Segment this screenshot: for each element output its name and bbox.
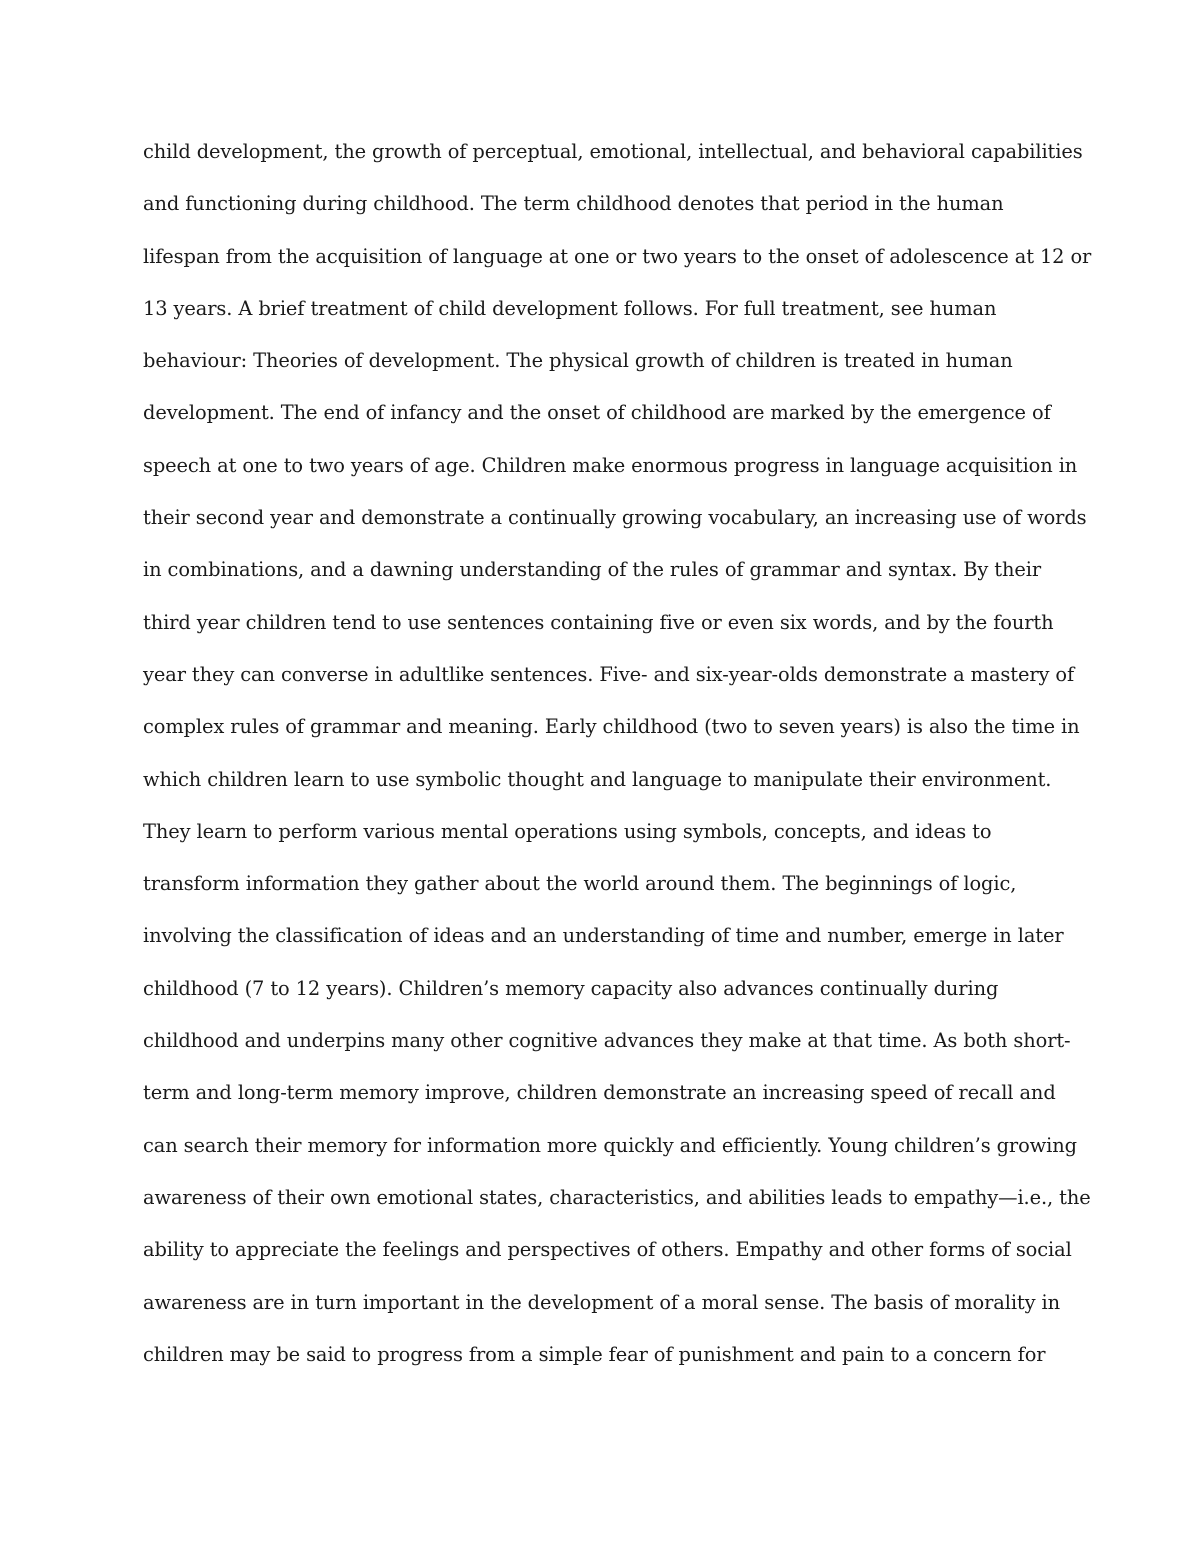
text-line: term and long-term memory improve, children demonstrate an increasing speed of recall and	[143, 1081, 1056, 1105]
text-line: can search their memory for information more quickly and efficiently. Young children’s growing	[143, 1133, 1077, 1157]
text-line: lifespan from the acquisition of language at one or two years to the onset of adolescence at 12 or	[143, 244, 1092, 268]
text-line: ability to appreciate the feelings and perspectives of others. Empathy and other forms of social	[143, 1238, 1072, 1262]
text-line: and functioning during childhood. The term childhood denotes that period in the human	[143, 192, 1004, 216]
text-line: year they can converse in adultlike sentences. Five- and six-year-olds demonstrate a mastery of	[143, 662, 1075, 686]
text-line: They learn to perform various mental operations using symbols, concepts, and ideas to	[143, 819, 992, 843]
text-line: children may be said to progress from a simple fear of punishment and pain to a concern for	[143, 1342, 1046, 1366]
text-line: childhood (7 to 12 years). Children’s memory capacity also advances continually during	[143, 976, 999, 1000]
text-line: behaviour: Theories of development. The physical growth of children is treated in human	[143, 349, 1013, 373]
text-line: third year children tend to use sentences containing five or even six words, and by the fourth	[143, 610, 1054, 634]
text-line: child development, the growth of perceptual, emotional, intellectual, and behavioral capabilities	[143, 140, 1083, 163]
text-line: awareness are in turn important in the development of a moral sense. The basis of morality in	[143, 1290, 1061, 1314]
text-line: complex rules of grammar and meaning. Early childhood (two to seven years) is also the time in	[143, 715, 1080, 739]
text-line: development. The end of infancy and the onset of childhood are marked by the emergence of	[143, 401, 1051, 425]
text-line: 13 years. A brief treatment of child development follows. For full treatment, see human	[143, 296, 997, 320]
text-line: childhood and underpins many other cognitive advances they make at that time. As both short-	[143, 1029, 1071, 1053]
text-line: in combinations, and a dawning understanding of the rules of grammar and syntax. By their	[143, 558, 1041, 582]
text-line: involving the classification of ideas and an understanding of time and number, emerge in later	[143, 924, 1064, 948]
text-line: awareness of their own emotional states, characteristics, and abilities leads to empathy—i.e., the	[143, 1185, 1091, 1209]
text-line: their second year and demonstrate a continually growing vocabulary, an increasing use of words	[143, 506, 1087, 530]
text-line: transform information they gather about the world around them. The beginnings of logic,	[143, 872, 1017, 896]
text-line: which children learn to use symbolic thought and language to manipulate their environment.	[143, 767, 1052, 791]
body-paragraph	[143, 132, 1092, 1387]
text-line: speech at one to two years of age. Children make enormous progress in language acquisition in	[143, 453, 1078, 477]
